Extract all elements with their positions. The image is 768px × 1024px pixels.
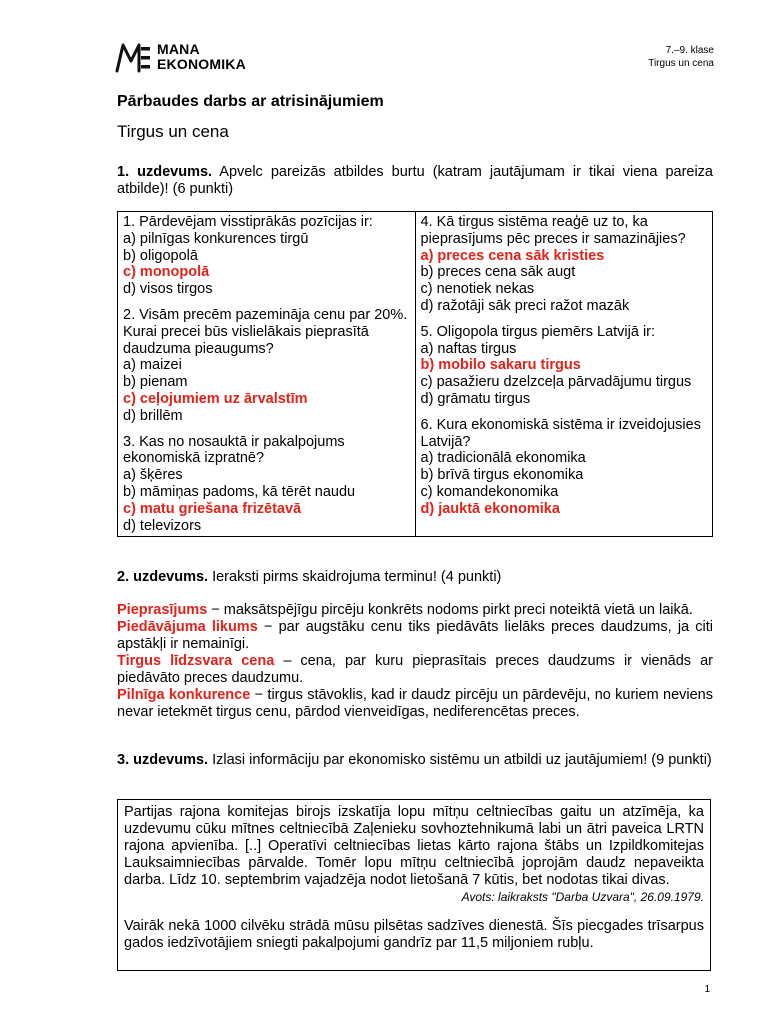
- correct-answer-option: b) mobilo sakaru tirgus: [420, 357, 581, 374]
- document-subtitle: Tirgus un cena: [117, 122, 229, 141]
- question-text: 5. Oligopola tirgus piemērs Latvijā ir:: [420, 323, 656, 340]
- question-3: [123, 434, 410, 535]
- definition-term: Piedāvājuma likums: [117, 619, 258, 635]
- task3-instruction: [117, 752, 713, 769]
- definition-text: − par augstāku cenu tiks piedāvāts lielāks preces daudzums, ja citi apstākļi ir nemainīgi.: [117, 619, 714, 652]
- question-4: [421, 214, 708, 315]
- answer-option: b) brīvā tirgus ekonomika: [420, 467, 584, 484]
- answer-option: d) brillēm: [123, 407, 183, 424]
- answer-option: d) televizors: [123, 517, 202, 534]
- correct-answer-option: d) jauktā ekonomika: [420, 500, 560, 517]
- task1-question-table: [117, 211, 713, 537]
- definition-term: Pieprasījums: [117, 602, 208, 618]
- question-column-left: [118, 212, 416, 537]
- definition-text: – cena, par kuru pieprasītais preces daudzums ir vienāds ar piedāvāto preces daudzumu.: [117, 653, 713, 686]
- source-paragraph-2: Vairāk nekā 1000 cilvēku strādā mūsu pilsētas sadzīves dienestā. Šīs piecgades trīsarpus gados iedzīvotājiem sniegti pakalpojumi gandrīz par 11,5 miljoniem rubļu.: [124, 918, 704, 951]
- task3-text: Izlasi informāciju par ekonomisko sistēmu un atbildi uz jautājumiem! (9 punkti): [208, 752, 712, 768]
- task2-label: 2. uzdevums.: [117, 569, 209, 585]
- task1-instruction: [117, 164, 713, 198]
- correct-answer-option: c) matu griešana frizētavā: [123, 500, 302, 517]
- definition-text: − tirgus stāvoklis, kad ir daudz pircēju un pārdevēju, no kuriem neviens nevar ietekmēt tirgus cenu, pārdod vienveidīgas, nediferencētas preces.: [117, 687, 713, 720]
- task2-text: Ieraksti pirms skaidrojuma terminu! (4 punkti): [208, 569, 502, 585]
- definition-term: Pilnīga konkurence: [117, 687, 251, 703]
- definition-2: [117, 619, 713, 653]
- task1-text: Apvelc pareizās atbildes burtu (katram jautājumam ir tikai viena pareiza atbilde)! (6 punkti): [117, 164, 713, 197]
- task2-instruction: [117, 569, 713, 586]
- answer-option: c) nenotiek nekas: [420, 281, 535, 298]
- source-text-box: [117, 799, 711, 971]
- answer-option: b) pienam: [123, 374, 188, 391]
- answer-option: d) grāmatu tirgus: [420, 390, 531, 407]
- question-6: [421, 417, 708, 518]
- task3-label: 3. uzdevums.: [117, 752, 209, 768]
- answer-option: b) oligopolā: [123, 247, 198, 264]
- task1-label: 1. uzdevums.: [117, 164, 213, 180]
- answer-option: d) ražotāji sāk preci ražot mazāk: [420, 297, 630, 314]
- source-citation: Avots: laikraksts "Darba Uzvara", 26.09.1979.: [461, 890, 704, 904]
- definition-1: [117, 602, 713, 619]
- correct-answer-option: a) preces cena sāk kristies: [420, 247, 605, 264]
- question-text: 1. Pārdevējam visstiprākās pozīcijas ir:: [123, 214, 373, 230]
- header-meta: [648, 44, 714, 70]
- answer-option: b) preces cena sāk augt: [420, 264, 576, 281]
- question-1: [123, 214, 410, 298]
- correct-answer-option: c) ceļojumiem uz ārvalstīm: [123, 390, 308, 407]
- source-paragraph-1: Partijas rajona komitejas birojs izskatīja lopu mītņu celtniecības gaitu un atzīmēja, ka uzdevumu cūku mītnes celtniecībā Zaļenieku sovhoztehnikumā labi un ātri paveica LRTN rajona apvienība. [..] Operatīvi celtniecības lietas kārto rajona štābs un Izpildkomitejas Lauksaimniecības pārvalde. Tomēr lopu mītņu celtniecībā joprojām daudz nepaveikta darba. Līdz 10. septembrim vajadzēja nodot lietošanā 7 kūtis, bet nodotas tikai divas.: [124, 804, 704, 888]
- definition-3: [117, 653, 713, 687]
- definition-term: Tirgus līdzsvara cena: [117, 653, 275, 669]
- question-5: [421, 324, 708, 408]
- question-text: 2. Visām precēm pazemināja cenu par 20%. Kurai precei būs vislielākais pieprasītā daudzuma pieaugums?: [123, 306, 408, 357]
- logo-text: [157, 42, 246, 72]
- answer-option: d) visos tirgos: [123, 281, 213, 298]
- answer-option: c) pasažieru dzelzceļa pārvadājumu tirgus: [420, 374, 692, 391]
- page-number: 1: [704, 984, 710, 995]
- question-text: 4. Kā tirgus sistēma reaģē uz to, ka pieprasījums pēc preces ir samazinājies?: [420, 214, 686, 247]
- logo: [115, 41, 246, 73]
- question-text: 3. Kas no nosauktā ir pakalpojums ekonomiskā izpratnē?: [123, 433, 345, 467]
- answer-option: a) tradicionālā ekonomika: [420, 450, 586, 467]
- logo-line-2: EKONOMIKA: [157, 56, 246, 72]
- answer-option: b) māmiņas padoms, kā tērēt naudu: [123, 483, 356, 500]
- answer-option: a) pilnīgas konkurences tirgū: [123, 230, 309, 247]
- answer-option: a) maizei: [123, 357, 182, 374]
- answer-option: a) naftas tirgus: [420, 340, 517, 357]
- correct-answer-option: c) monopolā: [123, 264, 210, 281]
- definition-4: [117, 687, 713, 721]
- question-text: 6. Kura ekonomiskā sistēma ir izveidojusies Latvijā?: [420, 416, 701, 450]
- topic-label: Tirgus un cena: [648, 58, 714, 69]
- definition-text: − maksātspējīgu pircēju konkrēts nodoms pirkt preci noteiktā vietā un laikā.: [207, 602, 693, 618]
- task2-definitions: [117, 602, 713, 721]
- document-title: Pārbaudes darbs ar atrisinājumiem: [117, 93, 384, 110]
- grade-label: 7.–9. klase: [665, 45, 714, 56]
- answer-option: a) šķēres: [123, 467, 183, 484]
- mana-ekonomika-logo-icon: [115, 41, 151, 73]
- question-2: [123, 307, 410, 425]
- question-column-right: [415, 212, 713, 537]
- answer-option: c) komandekonomika: [420, 483, 559, 500]
- logo-line-1: MANA: [157, 41, 200, 57]
